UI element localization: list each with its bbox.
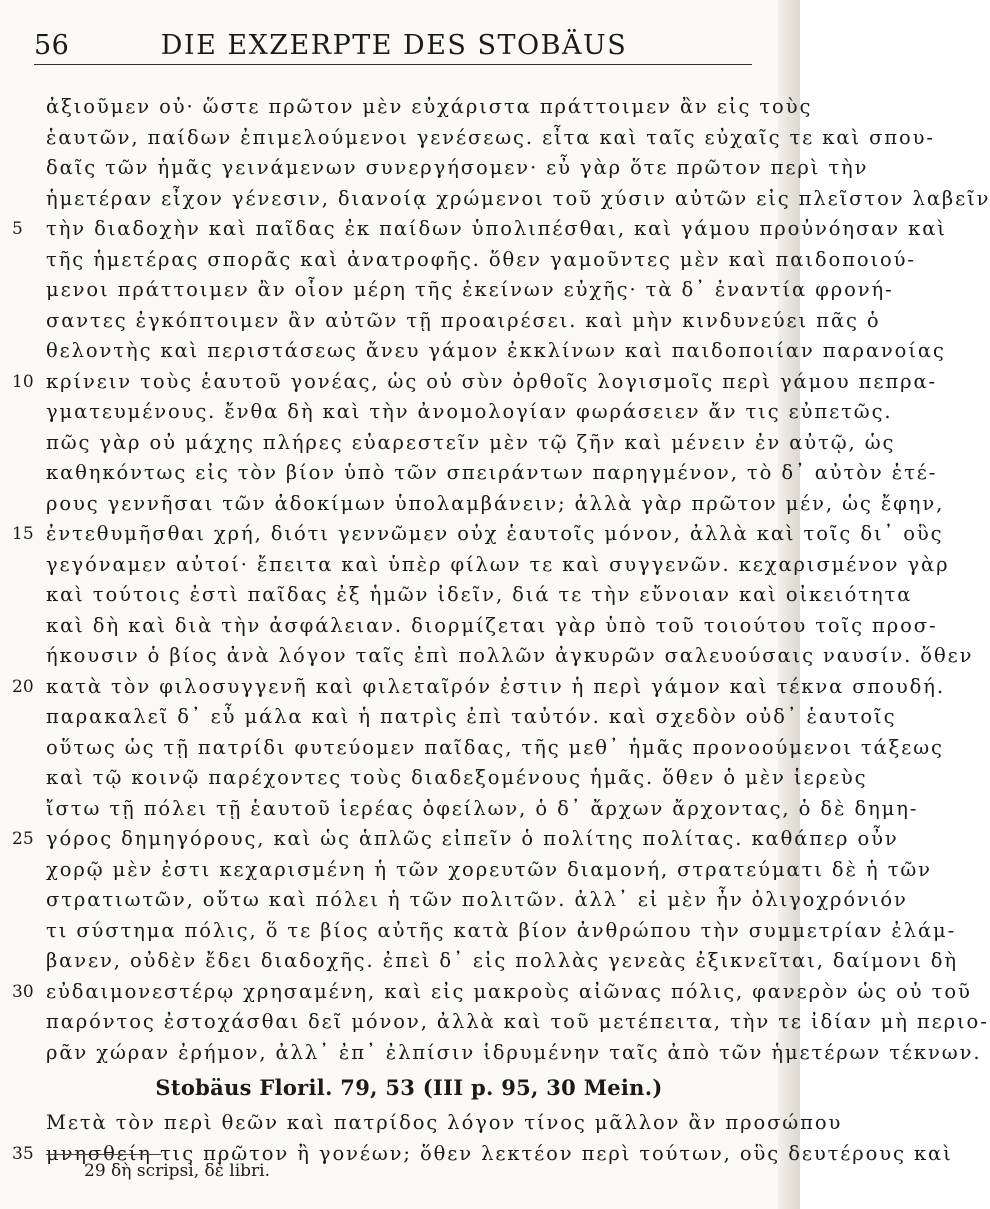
line-text: καὶ τῷ κοινῷ παρέχοντες τοὺς διαδεξομένους ἡμᾶς. ὅθεν ὁ μὲν ἱερεὺς <box>46 766 868 789</box>
text-line <box>12 824 899 855</box>
line-text: ρους γεννῆσαι τῶν ἀδοκίμων ὑπολαμβάνειν; ἀλλὰ γὰρ πρῶτον μέν, ὡς ἔφην, <box>46 491 945 515</box>
line-text: ήκουσιν ὁ βίος ἀνὰ λόγον ταῖς ἐπὶ πολλῶν ἀγκυρῶν σαλευούσαις ναυσίν. ὅθεν <box>46 644 974 667</box>
text-line <box>46 733 944 764</box>
footnote: 29 δὴ scripsi, δὲ libri. <box>84 1161 271 1181</box>
text-line <box>46 123 935 154</box>
text-line <box>46 702 897 733</box>
line-number: 30 <box>12 981 34 1002</box>
line-text: εὐδαιμονεστέρῳ χρησαμένη, καὶ εἰς μακροὺς αἰῶνας πόλις, φανερὸν ὡς οὐ τοῦ <box>46 979 972 1003</box>
text-line <box>46 306 881 337</box>
line-text: γματευμένους. ἔνθα δὴ καὶ τὴν ἀνομολογίαν φωράσειεν ἄν τις εὐπετῶς. <box>46 400 893 423</box>
line-text: παρακαλεῖ δ᾽ εὖ μάλα καὶ ἡ πατρὶς ἐπὶ ταὐτόν. καὶ σχεδὸν οὐδ᾽ ἑαυτοῖς <box>46 705 897 728</box>
line-text: τὴν διαδοχὴν καὶ παῖδας ἐκ παίδων ὑπολιπέσθαι, καὶ γάμου προὐνόησαν καὶ <box>46 217 947 240</box>
line-text: τῆς ἡμετέρας σπορᾶς καὶ ἀνατροφῆς. ὅθεν γαμοῦντες μὲν καὶ παιδοποιού- <box>46 247 916 271</box>
line-number: 35 <box>12 1143 34 1164</box>
line-text: δαῖς τῶν ἡμᾶς γεινάμενων συνεργήσομεν· εὖ γὰρ ὅτε πρῶτον περὶ τὴν <box>46 156 869 179</box>
line-text: θελοντὴς καὶ περιστάσεως ἄνευ γάμον ἐκκλίνων καὶ παιδοποιίαν παρανοίας <box>46 339 946 362</box>
line-text: παρόντος ἐστοχάσθαι δεῖ μόνον, ἀλλὰ καὶ τοῦ μετέπειτα, τὴν τε ἰδίαν μὴ περιο- <box>46 1010 989 1033</box>
line-text: ρᾶν χώραν ἐρήμον, ἀλλ᾽ ἐπ᾽ ἐλπίσιν ἱδρυμένην ταῖς ἀπὸ τῶν ἡμετέρων τέκνων. <box>46 1040 982 1064</box>
line-text: ἴστω τῇ πόλει τῇ ἑαυτοῦ ἱερέας ὀφείλων, ὁ δ᾽ ἄρχων ἄρχοντας, ὁ δὲ δημη- <box>46 796 919 820</box>
line-text: ἐντεθυμῆσθαι χρή, διότι γεννῶμεν οὐχ ἑαυτοῖς μόνον, ἀλλὰ καὶ τοῖς δι᾽ οὓς <box>46 522 944 545</box>
line-text: τι σύστημα πόλις, ὅ τε βίος αὐτῆς κατὰ βίον ἀνθρώπου τὴν συμμετρίαν ἐλάμ- <box>46 918 957 942</box>
text-line <box>46 855 932 886</box>
text-line <box>46 1108 843 1139</box>
running-title: DIE EXZERPTE DES STOBÄUS <box>160 30 628 61</box>
main-text <box>12 92 990 1169</box>
text-line <box>46 641 974 672</box>
line-number: 15 <box>12 524 34 544</box>
text-line <box>46 184 990 215</box>
line-text: ἡμετέραν εἶχον γένεσιν, διανοίᾳ χρώμενοι τοῦ χύσιν αὐτῶν εἰς πλεῖστον λαβεῖν <box>46 186 990 210</box>
line-number: 25 <box>12 829 34 849</box>
section-heading: Stobäus Floril. 79, 53 (III p. 95, 30 Mein.) <box>155 1075 663 1100</box>
line-text: Μετὰ τὸν περὶ θεῶν καὶ πατρίδος λόγον τίνος μᾶλλον ἂν προσώπου <box>46 1111 843 1134</box>
text-line <box>12 672 945 703</box>
text-line <box>46 1007 989 1038</box>
text-line <box>46 580 913 611</box>
text-line <box>46 611 938 642</box>
text-line <box>46 489 945 520</box>
text-line <box>46 245 916 276</box>
text-line <box>46 336 946 367</box>
text-line <box>46 794 919 825</box>
text-line <box>46 92 813 123</box>
text-line <box>46 397 893 428</box>
footnote-rule <box>46 1154 161 1155</box>
text-line <box>46 458 938 489</box>
line-text: χορῷ μὲν ἐστι κεχαρισμένη ἡ τῶν χορευτῶν διαμονή, στρατεύματι δὲ ἡ τῶν <box>46 857 932 881</box>
line-text: στρατιωτῶν, οὕτω καὶ πόλει ἡ τῶν πολιτῶν. ἀλλ᾽ εἰ μὲν ἦν ὀλιγοχρόνιόν <box>46 888 908 911</box>
line-number: 10 <box>12 371 34 392</box>
line-text: σαντες ἐγκόπτοιμεν ἂν αὐτῶν τῇ προαιρέσει. καὶ μὴν κινδυνεύει πᾶς ὁ <box>46 308 881 332</box>
text-line <box>12 214 947 245</box>
line-text: καὶ δὴ καὶ διὰ τὴν ἀσφάλειαν. διορμίζεται γὰρ ὑπὸ τοῦ τοιούτου τοῖς προσ- <box>46 613 938 637</box>
header-rule <box>34 64 752 65</box>
text-line <box>46 885 908 916</box>
line-text: γόρος δημηγόρους, καὶ ὡς ἁπλῶς εἰπεῖν ὁ πολίτης πολίτας. καθάπερ οὖν <box>46 827 899 850</box>
line-number: 20 <box>12 676 34 697</box>
line-text: μενοι πράττοιμεν ἂν οἷον μέρη τῆς ἐκείνων εὐχῆς· τὰ δ᾽ ἐναντία φρονή- <box>46 278 894 301</box>
page-header <box>34 30 748 60</box>
text-line <box>46 946 958 977</box>
text-line <box>12 977 972 1008</box>
line-text: γεγόναμεν αὐτοί· ἔπειτα καὶ ὑπὲρ φίλων τε καὶ συγγενῶν. κεχαρισμένον γὰρ <box>46 552 950 576</box>
text-line <box>12 367 937 398</box>
line-text: καθηκόντως εἰς τὸν βίον ὑπὸ τῶν σπειράντων παρηγμένον, τὸ δ᾽ αὐτὸν ἑτέ- <box>46 461 938 484</box>
text-line <box>46 550 950 581</box>
line-text: πῶς γὰρ οὐ μάχης πλήρες εὐαρεστεῖν μὲν τῷ ζῆν καὶ μένειν ἐν αὐτῷ, ὡς <box>46 430 896 454</box>
text-line <box>46 153 869 184</box>
line-text: κρίνειν τοὺς ἑαυτοῦ γονέας, ὡς οὐ σὺν ὀρθοῖς λογισμοῖς περὶ γάμου πεπρα- <box>46 369 937 393</box>
line-number: 5 <box>12 219 23 239</box>
line-text: καὶ τούτοις ἐστὶ παῖδας ἐξ ἡμῶν ἰδεῖν, διά τε τὴν εὔνοιαν καὶ οἰκειότητα <box>46 583 913 606</box>
text-line <box>12 519 944 550</box>
line-text: βανεν, οὐδὲν ἔδει διαδοχῆς. ἐπεὶ δ᾽ εἰς πολλὰς γενεὰς ἐξικνεῖται, δαίμονι δὴ <box>46 949 958 972</box>
text-line <box>46 275 894 306</box>
line-text: οὕτως ὡς τῇ πατρίδι φυτεύομεν παῖδας, τῆς μεθ᾽ ἡμᾶς προνοούμενοι τάξεως <box>46 735 944 759</box>
text-line <box>46 916 957 947</box>
page-number: 56 <box>34 30 70 61</box>
line-text: ἑαυτῶν, παίδων ἐπιμελούμενοι γενέσεως. εἶτα καὶ ταῖς εὐχαῖς τε καὶ σπου- <box>46 125 935 149</box>
line-text: ἀξιοῦμεν οὐ· ὥστε πρῶτον μὲν εὐχάριστα πράττοιμεν ἂν εἰς τοὺς <box>46 95 813 118</box>
text-line <box>46 763 868 794</box>
text-line <box>46 1038 982 1069</box>
line-text: κατὰ τὸν φιλοσυγγενῆ καὶ φιλεταῖρόν ἐστιν ἡ περὶ γάμον καὶ τέκνα σπουδή. <box>46 674 945 698</box>
line-text: μνησθείη τις πρῶτον ἢ γονέων; ὅθεν λεκτέον περὶ τούτων, οὓς δευτέρους καὶ <box>46 1141 953 1165</box>
text-line <box>46 428 896 459</box>
